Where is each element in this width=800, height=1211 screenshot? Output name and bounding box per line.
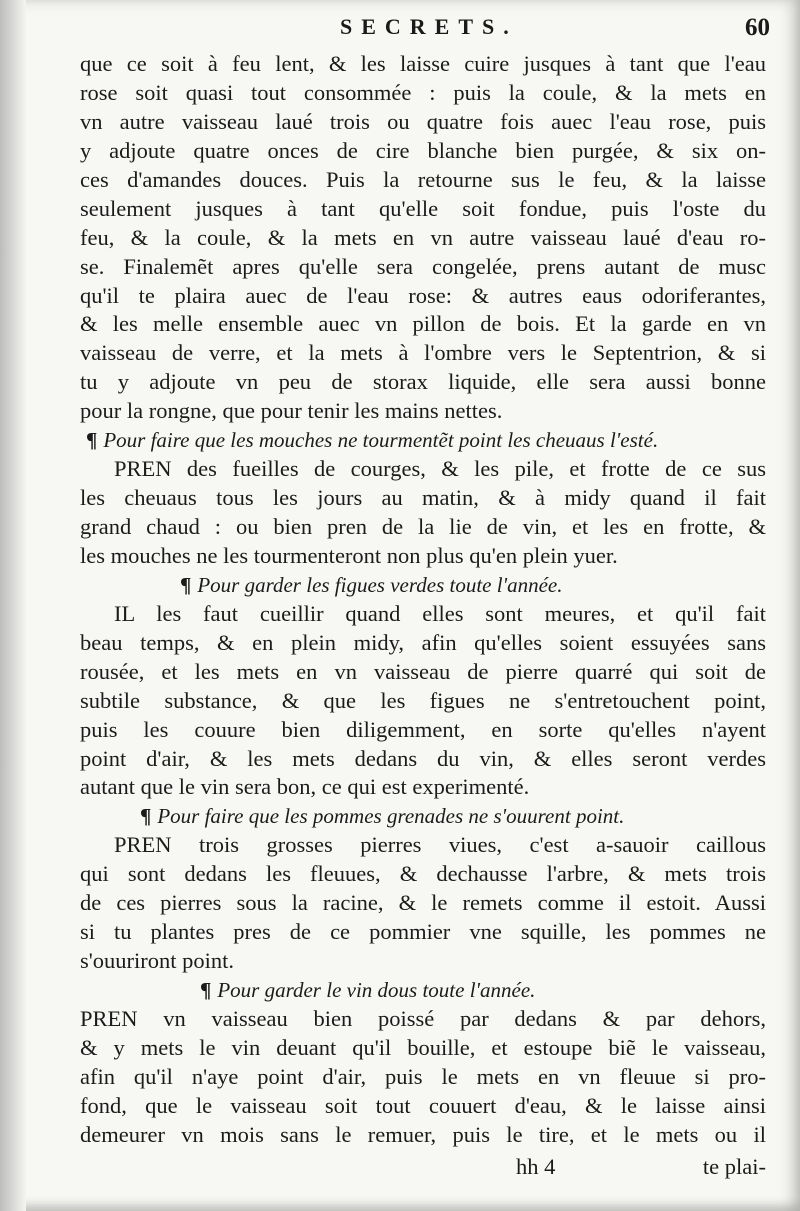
text-line: beau temps, & en plein midy, afin qu'elles soient essuyées sans bbox=[80, 629, 766, 655]
text-line: & y mets le vin deuant qu'il bouille, et estoupe biẽ le vaisseau, bbox=[80, 1034, 766, 1060]
text-line: subtile substance, & que les figues ne s'entretouchent point, bbox=[80, 687, 766, 713]
section-heading: ¶ Pour faire que les mouches ne tourmentẽt point les cheuaus l'esté. bbox=[86, 428, 659, 453]
page-number: 60 bbox=[745, 14, 770, 41]
pilcrow-icon: ¶ bbox=[180, 572, 192, 597]
text-line: demeurer vn mois sans le remuer, puis le tire, et le mets ou il bbox=[80, 1121, 766, 1147]
page-gutter-shadow bbox=[0, 0, 26, 1211]
text-block bbox=[80, 50, 766, 1150]
text-line: vaisseau de verre, et la mets à l'ombre vers le Septentrion, & si bbox=[80, 340, 766, 366]
pilcrow-icon: ¶ bbox=[200, 978, 212, 1002]
signature-mark: hh 4 bbox=[516, 1154, 556, 1179]
text-line: tu y adjoute vn peu de storax liquide, elle sera aussi bonne bbox=[80, 369, 766, 395]
text-line: rousée, et les mets en vn vaisseau de pierre quarré qui soit de bbox=[80, 658, 766, 684]
text-line: y adjoute quatre onces de cire blanche bien purgée, & six on- bbox=[80, 137, 766, 163]
page-footer bbox=[80, 1154, 766, 1184]
text-line: IL les faut cueillir quand elles sont meures, et qu'il fait bbox=[114, 600, 766, 626]
section-figues bbox=[80, 571, 766, 803]
text-line: vn autre vaisseau laué trois ou quatre fois auec l'eau rose, puis bbox=[80, 108, 766, 134]
text-line: qui sont dedans les fleuues, & dechausse l'arbre, & mets trois bbox=[80, 861, 766, 887]
text-line: ces d'amandes douces. Puis la retourne sus le feu, & la laisse bbox=[80, 166, 766, 192]
text-line: se. Finalemẽt apres qu'elle sera congelée, prens autant de musc bbox=[80, 253, 766, 279]
text-line: s'ouuriront point. bbox=[80, 948, 235, 974]
text-line: qu'il te plaira auec de l'eau rose: & autres eaus odoriferantes, bbox=[80, 282, 766, 308]
text-line: & les melle ensemble auec vn pillon de bois. Et la garde en vn bbox=[80, 311, 766, 337]
text-line: de ces pierres sous la racine, & le remets comme il estoit. Aussi bbox=[80, 890, 766, 916]
text-line: PREN vn vaisseau bien poissé par dedans & par dehors, bbox=[80, 1005, 766, 1031]
text-line: si tu plantes pres de ce pommier vne squille, les pommes ne bbox=[80, 919, 766, 945]
section-grenades bbox=[80, 802, 766, 976]
text-line: les mouches ne les tourmenteront non plus qu'en plein yuer. bbox=[80, 542, 618, 568]
section-vin bbox=[80, 976, 766, 1150]
text-line: PREN des fueilles de courges, & les pile, et frotte de ce sus bbox=[114, 456, 766, 482]
pilcrow-icon: ¶ bbox=[86, 428, 98, 453]
pilcrow-icon: ¶ bbox=[140, 804, 152, 829]
catchword: te plai- bbox=[702, 1154, 766, 1179]
section-heading: ¶ Pour garder les figues verdes toute l'année. bbox=[180, 572, 563, 597]
section-heading: ¶ Pour garder le vin dous toute l'année. bbox=[200, 978, 536, 1002]
text-line: fond, que le vaisseau soit tout couuert d'eau, & le laisse ainsi bbox=[80, 1092, 766, 1118]
text-line: afin qu'il n'aye point d'air, puis le mets en vn fleuue si pro- bbox=[80, 1063, 766, 1089]
text-line: rose soit quasi tout consommée : puis la coule, & la mets en bbox=[80, 79, 766, 105]
text-line: seulement jusques à tant qu'elle soit fondue, puis l'oste du bbox=[80, 195, 766, 221]
text-line: que ce soit à feu lent, & les laisse cuire jusques à tant que l'eau bbox=[80, 51, 766, 76]
text-line: puis les couure bien diligemment, en sorte qu'elles n'ayent bbox=[80, 716, 766, 742]
page-header bbox=[330, 14, 770, 54]
running-head: SECRETS. bbox=[340, 14, 518, 39]
text-line: feu, & la coule, & la mets en vn autre vaisseau laué d'eau ro- bbox=[80, 224, 766, 250]
text-line: autant que le vin sera bon, ce qui est experimenté. bbox=[80, 774, 530, 800]
text-line: point d'air, & les mets dedans du vin, & elles seront verdes bbox=[80, 745, 766, 771]
text-line: grand chaud : ou bien pren de la lie de vin, et les en frotte, & bbox=[80, 514, 766, 539]
section-heading: ¶ Pour faire que les pommes grenades ne s'ouurent point. bbox=[140, 804, 625, 829]
text-line: PREN trois grosses pierres viues, c'est a-sauoir caillous bbox=[114, 832, 766, 858]
text-line: pour la rongne, que pour tenir les mains nettes. bbox=[80, 398, 503, 424]
text-line: les cheuaus tous les jours au matin, & à midy quand il fait bbox=[80, 485, 766, 511]
opening-paragraph bbox=[80, 50, 766, 426]
section-mouches bbox=[80, 426, 766, 571]
